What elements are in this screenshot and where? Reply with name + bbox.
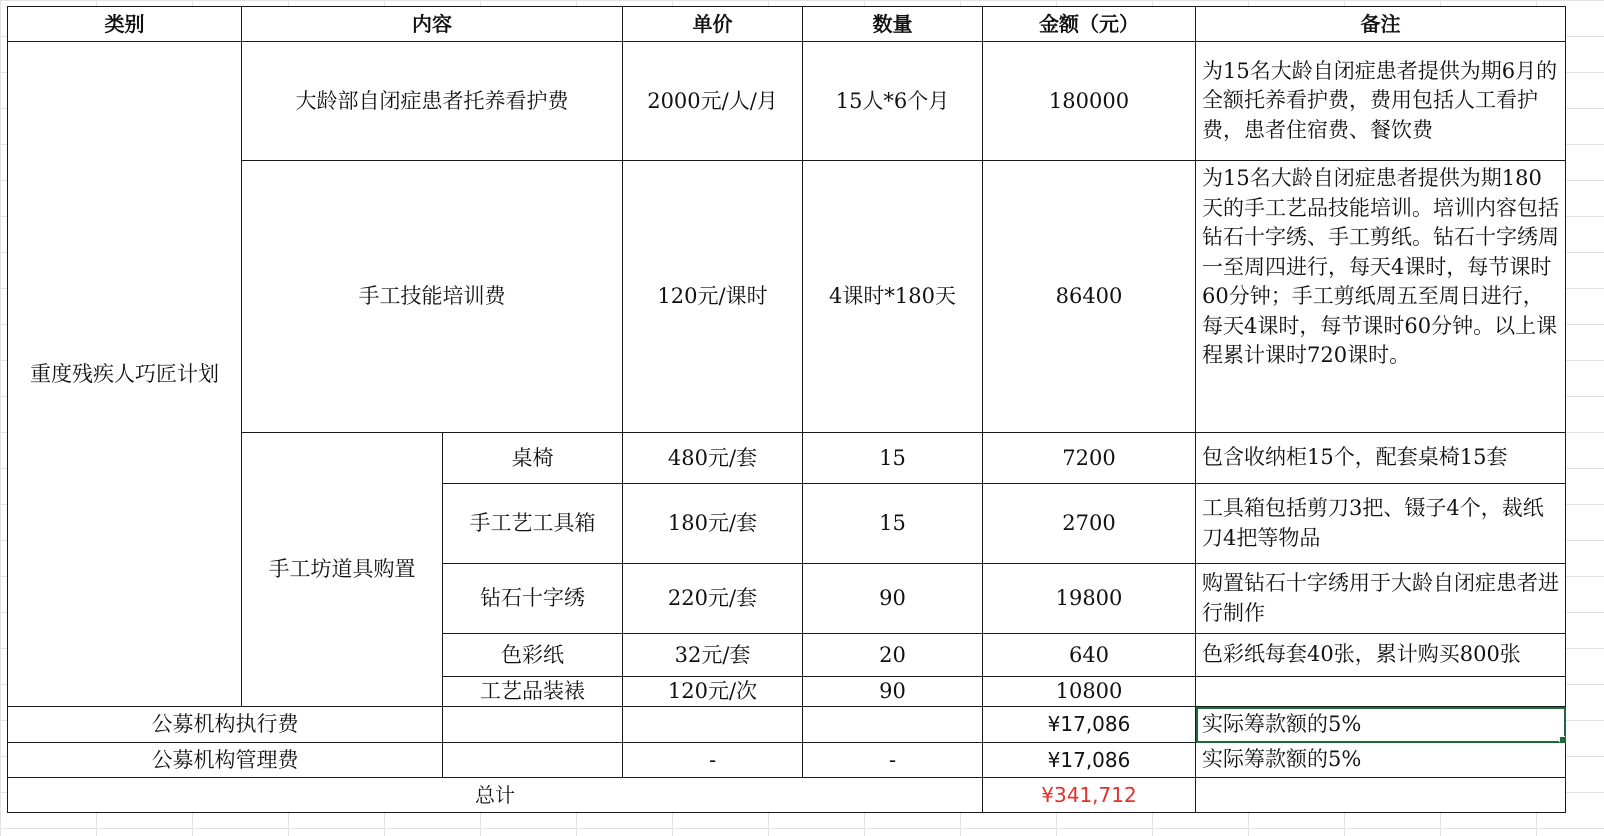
item-name-cell[interactable] [443, 707, 623, 743]
unit-price-cell[interactable]: - [623, 743, 803, 778]
header-amount[interactable]: 金额（元） [983, 7, 1196, 42]
quantity-cell[interactable] [803, 707, 983, 743]
remark-cell[interactable] [1196, 778, 1566, 813]
unit-price-cell[interactable]: 120元/课时 [623, 161, 803, 433]
unit-price-cell[interactable]: 180元/套 [623, 484, 803, 564]
quantity-cell[interactable]: 90 [803, 564, 983, 634]
remark-cell[interactable]: 色彩纸每套40张，累计购买800张 [1196, 634, 1566, 677]
item-name-cell[interactable]: 钻石十字绣 [443, 564, 623, 634]
remark-cell[interactable]: 为15名大龄自闭症患者提供为期180天的手工艺品技能培训。培训内容包括钻石十字绣、手工剪纸。钻石十字绣周一至周四进行，每天4课时，每节课时60分钟；手工剪纸周五至周日进行，每天4课时，每节课时60分钟。以上课程累计课时720课时。 [1196, 161, 1566, 433]
table-row [8, 743, 1566, 778]
remark-cell[interactable]: 为15名大龄自闭症患者提供为期6月的全额托养看护费，费用包括人工看护费，患者住宿费、餐饮费 [1196, 42, 1566, 161]
remark-text: 实际筹款额的5% [1202, 711, 1362, 736]
amount-cell[interactable]: ¥17,086 [983, 743, 1196, 778]
quantity-cell[interactable]: 15 [803, 433, 983, 484]
amount-cell[interactable]: 640 [983, 634, 1196, 677]
remark-cell[interactable]: 工具箱包括剪刀3把、镊子4个，裁纸刀4把等物品 [1196, 484, 1566, 564]
amount-cell[interactable]: 10800 [983, 677, 1196, 707]
exec-fee-label-cell[interactable]: 公募机构执行费 [8, 707, 443, 743]
amount-cell[interactable]: 180000 [983, 42, 1196, 161]
unit-price-cell[interactable]: 32元/套 [623, 634, 803, 677]
unit-price-cell[interactable]: 220元/套 [623, 564, 803, 634]
table-row [8, 707, 1566, 743]
quantity-cell[interactable]: 15 [803, 484, 983, 564]
item-name-cell[interactable]: 色彩纸 [443, 634, 623, 677]
item-name-cell[interactable]: 手工艺工具箱 [443, 484, 623, 564]
header-quantity[interactable]: 数量 [803, 7, 983, 42]
total-row [8, 778, 1566, 813]
table-row [8, 161, 1566, 433]
content-cell[interactable]: 大龄部自闭症患者托养看护费 [242, 42, 623, 161]
category-cell[interactable]: 重度残疾人巧匠计划 [8, 42, 242, 707]
amount-cell[interactable]: 2700 [983, 484, 1196, 564]
quantity-cell[interactable]: - [803, 743, 983, 778]
quantity-cell[interactable]: 15人*6个月 [803, 42, 983, 161]
header-category[interactable]: 类别 [8, 7, 242, 42]
item-name-cell[interactable]: 工艺品装裱 [443, 677, 623, 707]
amount-cell[interactable]: 7200 [983, 433, 1196, 484]
quantity-cell[interactable]: 20 [803, 634, 983, 677]
content-cell[interactable]: 手工技能培训费 [242, 161, 623, 433]
header-unit-price[interactable]: 单价 [623, 7, 803, 42]
table-row [8, 433, 1566, 484]
workshop-group-cell[interactable]: 手工坊道具购置 [242, 433, 443, 707]
item-name-cell[interactable]: 桌椅 [443, 433, 623, 484]
table-row [8, 42, 1566, 161]
selected-remark-cell[interactable] [1196, 707, 1566, 743]
remark-cell[interactable]: 实际筹款额的5% [1196, 743, 1566, 778]
header-remark[interactable]: 备注 [1196, 7, 1566, 42]
header-content[interactable]: 内容 [242, 7, 623, 42]
unit-price-cell[interactable]: 120元/次 [623, 677, 803, 707]
item-name-cell[interactable] [443, 743, 623, 778]
remark-cell[interactable]: 包含收纳柜15个，配套桌椅15套 [1196, 433, 1566, 484]
amount-cell[interactable]: 86400 [983, 161, 1196, 433]
unit-price-cell[interactable]: 2000元/人/月 [623, 42, 803, 161]
total-amount-cell[interactable]: ¥341,712 [983, 778, 1196, 813]
unit-price-cell[interactable]: 480元/套 [623, 433, 803, 484]
quantity-cell[interactable]: 4课时*180天 [803, 161, 983, 433]
quantity-cell[interactable]: 90 [803, 677, 983, 707]
amount-cell[interactable]: 19800 [983, 564, 1196, 634]
fill-handle[interactable] [1559, 736, 1566, 743]
remark-cell[interactable]: 购置钻石十字绣用于大龄自闭症患者进行制作 [1196, 564, 1566, 634]
mgmt-fee-label-cell[interactable]: 公募机构管理费 [8, 743, 443, 778]
total-label-cell[interactable]: 总计 [8, 778, 983, 813]
budget-table [7, 6, 1566, 813]
remark-cell[interactable] [1196, 677, 1566, 707]
amount-cell[interactable]: ¥17,086 [983, 707, 1196, 743]
header-row [8, 7, 1566, 42]
unit-price-cell[interactable] [623, 707, 803, 743]
